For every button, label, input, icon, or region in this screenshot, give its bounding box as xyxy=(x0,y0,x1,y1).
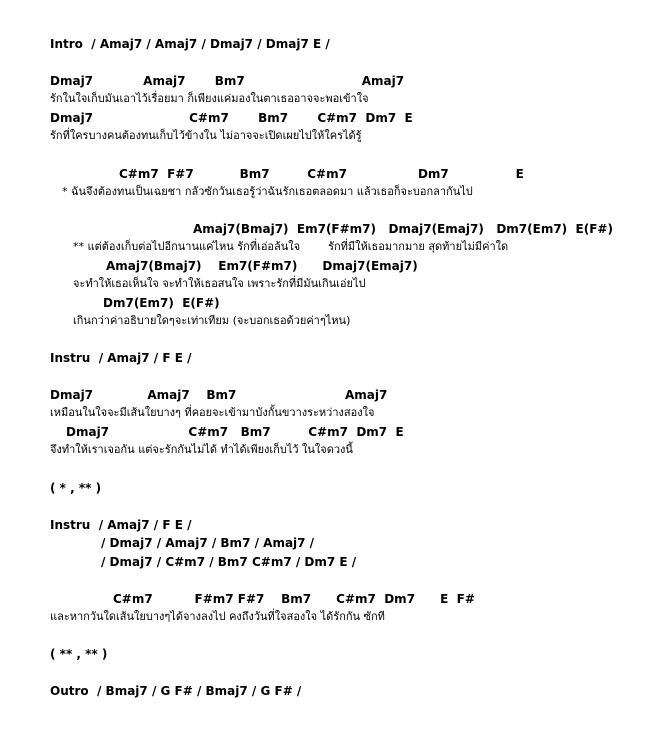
chorus-chord-line-2: Amaj7(Bmaj7) Em7(F#m7) Dmaj7(Emaj7) xyxy=(106,259,418,273)
verse1-lyric-line-2: รักที่ใครบางคนต้องทนเก็บไว้ข้างใน ไม่อาจจะเปิดเผยไปให้ใครได้รู้ xyxy=(50,129,362,142)
verse1-chord-line-1: Dmaj7 Amaj7 Bm7 Amaj7 xyxy=(50,74,405,88)
chorus-chord-line-3: Dm7(Em7) E(F#) xyxy=(103,296,220,310)
instrumental-line-4: / Dmaj7 / C#m7 / Bm7 C#m7 / Dm7 E / xyxy=(101,555,357,569)
verse2-chord-line-1: Dmaj7 Amaj7 Bm7 Amaj7 xyxy=(50,388,388,402)
prechorus-lyric-line: * ฉันจึงต้องทนเป็นเฉยชา กลัวซักวันเธอรู้ว่าฉันรักเธอตลอดมา แล้วเธอก็จะบอกลากันไป xyxy=(62,185,473,198)
bridge-lyric-line: และหากวันใดเส้นใยบางๆได้จางลงไป คงถึงวันที่ใจสองใจ ได้รักกัน ซักที xyxy=(50,610,385,623)
chorus-lyric-line-1: ** แต่ต้องเก็บต่อไปอีกนานแค่ไหน รักที่เอ่อล้นใจ รักที่มีให้เธอมากมาย สุดท้ายไม่มีค่าใด xyxy=(73,240,509,253)
verse2-lyric-line-1: เหมือนในใจจะมีเส้นใยบางๆ ที่คอยจะเข้ามาบังกั้นขวางระหว่างสองใจ xyxy=(50,406,375,419)
instrumental-line-1: Instru / Amaj7 / F E / xyxy=(50,351,192,365)
chorus-lyric-line-2: จะทำให้เธอเห็นใจ จะทำให้เธอสนใจ เพราะรักที่มีมันเกินเอ่ยไป xyxy=(73,277,366,290)
verse2-lyric-line-2: จึงทำให้เราเจอกัน แต่จะรักกันไม่ได้ ทำได้เพียงเก็บไว้ ในใจดวงนี้ xyxy=(50,443,353,456)
instrumental-line-3: / Dmaj7 / Amaj7 / Bm7 / Amaj7 / xyxy=(101,536,315,550)
intro-line: Intro / Amaj7 / Amaj7 / Dmaj7 / Dmaj7 E / xyxy=(50,37,330,51)
repeat-marker-2: ( ** , ** ) xyxy=(50,647,108,661)
verse1-chord-line-2: Dmaj7 C#m7 Bm7 C#m7 Dm7 E xyxy=(50,111,413,125)
instrumental-line-2: Instru / Amaj7 / F E / xyxy=(50,518,192,532)
chorus-chord-line-1: Amaj7(Bmaj7) Em7(F#m7) Dmaj7(Emaj7) Dm7(Em7) E(F#) xyxy=(193,222,613,236)
prechorus-chord-line: C#m7 F#7 Bm7 C#m7 Dm7 E xyxy=(119,167,524,181)
verse1-lyric-line-1: รักในใจเก็บมันเอาไว้เรื่อยมา ก็เพียงแค่มองในตาเธออาจจะพอเข้าใจ xyxy=(50,92,369,105)
chorus-lyric-line-3: เกินกว่าค่าอธิบายใดๆจะเท่าเทียม (จะบอกเธอด้วยค่าๆไหน) xyxy=(73,314,351,327)
bridge-chord-line: C#m7 F#m7 F#7 Bm7 C#m7 Dm7 E F# xyxy=(113,592,475,606)
repeat-marker-1: ( * , ** ) xyxy=(50,481,102,495)
outro-line: Outro / Bmaj7 / G F# / Bmaj7 / G F# / xyxy=(50,684,302,698)
verse2-chord-line-2: Dmaj7 C#m7 Bm7 C#m7 Dm7 E xyxy=(66,425,404,439)
